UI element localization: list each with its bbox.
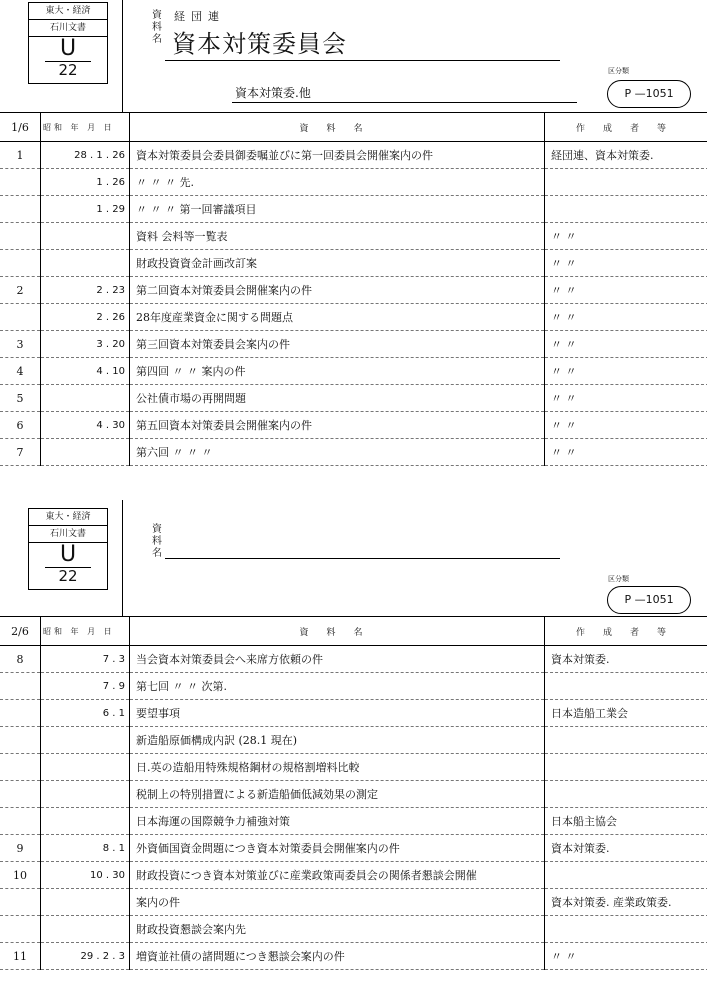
entry-date: 10 . 30: [41, 862, 130, 889]
header-divider: [122, 0, 123, 112]
date-header: 昭和 年 月 日: [41, 617, 130, 646]
entry-author: 資本対策委.: [545, 646, 707, 673]
entry-number: 6: [0, 412, 41, 439]
entry-document: 〃 〃 〃 先.: [130, 169, 545, 196]
author-header: 作成者等: [545, 617, 707, 646]
field-label: 資料名: [152, 524, 162, 559]
entry-number: 3: [0, 331, 41, 358]
entry-author: 〃 〃: [545, 304, 707, 331]
doc-header: 資料名: [130, 617, 545, 646]
title-underline: [165, 60, 560, 61]
entry-number: [0, 700, 41, 727]
entry-document: 第七回 〃 〃 次第.: [130, 673, 545, 700]
entry-number: [0, 223, 41, 250]
stamp-code: [29, 37, 107, 83]
entry-date: [41, 439, 130, 466]
entry-date: 3 . 20: [41, 331, 130, 358]
sub-title-underline: [232, 102, 577, 103]
entry-author: 日本造船工業会: [545, 700, 707, 727]
entry-date: [41, 727, 130, 754]
entry-document: 第四回 〃 〃 案内の件: [130, 358, 545, 385]
entry-number: 5: [0, 385, 41, 412]
class-code: P —1051: [607, 80, 691, 108]
entry-document: 第五回資本対策委員会開催案内の件: [130, 412, 545, 439]
entry-document: 公社債市場の再開問題: [130, 385, 545, 412]
ledger-row: [0, 835, 707, 862]
stamp-code-letter: U: [59, 36, 77, 61]
entry-number: 2: [0, 277, 41, 304]
entry-date: 1 . 29: [41, 196, 130, 223]
entry-date: 8 . 1: [41, 835, 130, 862]
entry-document: 増資並社債の諸問題につき懇談会案内の件: [130, 943, 545, 970]
ledger-row: [0, 250, 707, 277]
entry-date: 1 . 26: [41, 169, 130, 196]
field-label: 資料名: [152, 10, 162, 45]
entry-author: 日本船主協会: [545, 808, 707, 835]
entry-date: 2 . 26: [41, 304, 130, 331]
entry-document: 税制上の特別措置による新造船価低減効果の測定: [130, 781, 545, 808]
entry-document: 案内の件: [130, 889, 545, 916]
ledger-row: [0, 169, 707, 196]
entry-document: 当会資本対策委員会へ来席方依頼の件: [130, 646, 545, 673]
stamp-dept: 東大・経済: [29, 509, 107, 526]
entry-date: 2 . 23: [41, 277, 130, 304]
sheet-mark: 2/6: [0, 617, 41, 646]
entry-author: [545, 916, 707, 943]
entry-document: 新造船原価構成内訳 (28.1 現在): [130, 727, 545, 754]
entry-document: 第三回資本対策委員会案内の件: [130, 331, 545, 358]
entry-author: [545, 781, 707, 808]
entry-author: 〃 〃: [545, 385, 707, 412]
entry-document: 外資価国資金問題につき資本対策委員会開催案内の件: [130, 835, 545, 862]
entry-number: [0, 673, 41, 700]
entry-document: 資料 会料等一覧表: [130, 223, 545, 250]
entry-document: 〃 〃 〃 第一回審議項目: [130, 196, 545, 223]
ledger-row: [0, 916, 707, 943]
stamp-dept: 東大・経済: [29, 3, 107, 20]
doc-header: 資料名: [130, 113, 545, 142]
entry-author: [545, 754, 707, 781]
ledger-row: [0, 304, 707, 331]
entry-author: [545, 673, 707, 700]
ledger-row: [0, 646, 707, 673]
entry-author: [545, 196, 707, 223]
entry-author: 〃 〃: [545, 943, 707, 970]
entry-document: 財政投資資金計画改訂案: [130, 250, 545, 277]
entry-date: 7 . 9: [41, 673, 130, 700]
sub-title: 資本対策委.他: [235, 86, 311, 100]
class-label: 区分類: [608, 575, 629, 583]
entry-author: 〃 〃: [545, 331, 707, 358]
ledger-row: [0, 385, 707, 412]
entry-author: 〃 〃: [545, 250, 707, 277]
entry-number: [0, 808, 41, 835]
ledger-header-row: [0, 113, 707, 142]
entry-number: 10: [0, 862, 41, 889]
ledger-row: [0, 889, 707, 916]
ledger-table: [0, 112, 707, 466]
entry-document: 日本海運の国際競争力補強対策: [130, 808, 545, 835]
ledger-row: [0, 781, 707, 808]
stamp-code-number: 22: [58, 61, 78, 79]
title-underline: [165, 558, 560, 559]
entry-number: [0, 889, 41, 916]
entry-number: [0, 754, 41, 781]
entry-date: [41, 385, 130, 412]
date-header: 昭和 年 月 日: [41, 113, 130, 142]
ledger-row: [0, 808, 707, 835]
entry-document: 資本対策委員会委員御委嘱並びに第一回委員会開催案内の件: [130, 142, 545, 169]
entry-number: [0, 196, 41, 223]
entry-date: [41, 889, 130, 916]
entry-author: [545, 169, 707, 196]
sheet-mark: 1/6: [0, 113, 41, 142]
ledger-row: [0, 754, 707, 781]
ledger-row: [0, 727, 707, 754]
ledger-row: [0, 700, 707, 727]
ledger-sheet-1: [0, 0, 707, 500]
entry-author: 資本対策委. 産業政策委.: [545, 889, 707, 916]
ledger-row: [0, 196, 707, 223]
entry-number: 1: [0, 142, 41, 169]
entry-date: [41, 916, 130, 943]
entry-date: 4 . 10: [41, 358, 130, 385]
entry-date: 7 . 3: [41, 646, 130, 673]
archive-stamp: [28, 2, 108, 84]
entry-date: [41, 223, 130, 250]
entry-document: 財政投資につき資本対策並びに産業政策両委員会の関係者懇談会開催: [130, 862, 545, 889]
entry-date: 6 . 1: [41, 700, 130, 727]
entry-date: [41, 250, 130, 277]
entry-author: 経団連、資本対策委.: [545, 142, 707, 169]
class-code: P —1051: [607, 586, 691, 614]
entry-date: [41, 781, 130, 808]
header-divider: [122, 500, 123, 616]
stamp-code-number: 22: [58, 567, 78, 585]
entry-number: [0, 250, 41, 277]
entry-number: [0, 304, 41, 331]
entry-author: [545, 727, 707, 754]
entry-document: 日.英の造船用特殊規格鋼材の規格割増料比較: [130, 754, 545, 781]
org-name: 経団連: [174, 10, 225, 23]
entry-number: [0, 727, 41, 754]
entry-date: [41, 754, 130, 781]
ledger-row: [0, 142, 707, 169]
ledger-row: [0, 943, 707, 970]
committee-title: 資本対策委員会: [172, 30, 347, 58]
author-header: 作成者等: [545, 113, 707, 142]
entry-document: 要望事項: [130, 700, 545, 727]
ledger-row: [0, 862, 707, 889]
ledger-header-row: [0, 617, 707, 646]
ledger-row: [0, 673, 707, 700]
ledger-row: [0, 358, 707, 385]
entry-number: [0, 916, 41, 943]
entry-document: 第六回 〃 〃 〃: [130, 439, 545, 466]
entry-number: [0, 781, 41, 808]
stamp-code-letter: U: [59, 542, 77, 567]
entry-author: 資本対策委.: [545, 835, 707, 862]
entry-document: 第二回資本対策委員会開催案内の件: [130, 277, 545, 304]
entry-author: [545, 862, 707, 889]
stamp-collection: 石川文書: [29, 526, 107, 543]
entry-date: 29 . 2 . 3: [41, 943, 130, 970]
ledger-table: [0, 616, 707, 970]
entry-number: [0, 169, 41, 196]
ledger-row: [0, 439, 707, 466]
stamp-code: [29, 543, 107, 589]
stamp-collection: 石川文書: [29, 20, 107, 37]
entry-number: 8: [0, 646, 41, 673]
entry-date: 28 . 1 . 26: [41, 142, 130, 169]
entry-author: 〃 〃: [545, 277, 707, 304]
entry-author: 〃 〃: [545, 412, 707, 439]
ledger-sheet-2: [0, 500, 707, 1006]
ledger-row: [0, 331, 707, 358]
entry-number: 11: [0, 943, 41, 970]
class-label: 区分類: [608, 67, 629, 75]
ledger-row: [0, 412, 707, 439]
entry-date: [41, 808, 130, 835]
entry-document: 財政投資懇談会案内先: [130, 916, 545, 943]
ledger-row: [0, 277, 707, 304]
entry-number: 7: [0, 439, 41, 466]
entry-number: 4: [0, 358, 41, 385]
archive-stamp: [28, 508, 108, 590]
entry-author: 〃 〃: [545, 439, 707, 466]
entry-number: 9: [0, 835, 41, 862]
entry-document: 28年度産業資金に関する問題点: [130, 304, 545, 331]
entry-author: 〃 〃: [545, 358, 707, 385]
ledger-row: [0, 223, 707, 250]
entry-author: 〃 〃: [545, 223, 707, 250]
entry-date: 4 . 30: [41, 412, 130, 439]
